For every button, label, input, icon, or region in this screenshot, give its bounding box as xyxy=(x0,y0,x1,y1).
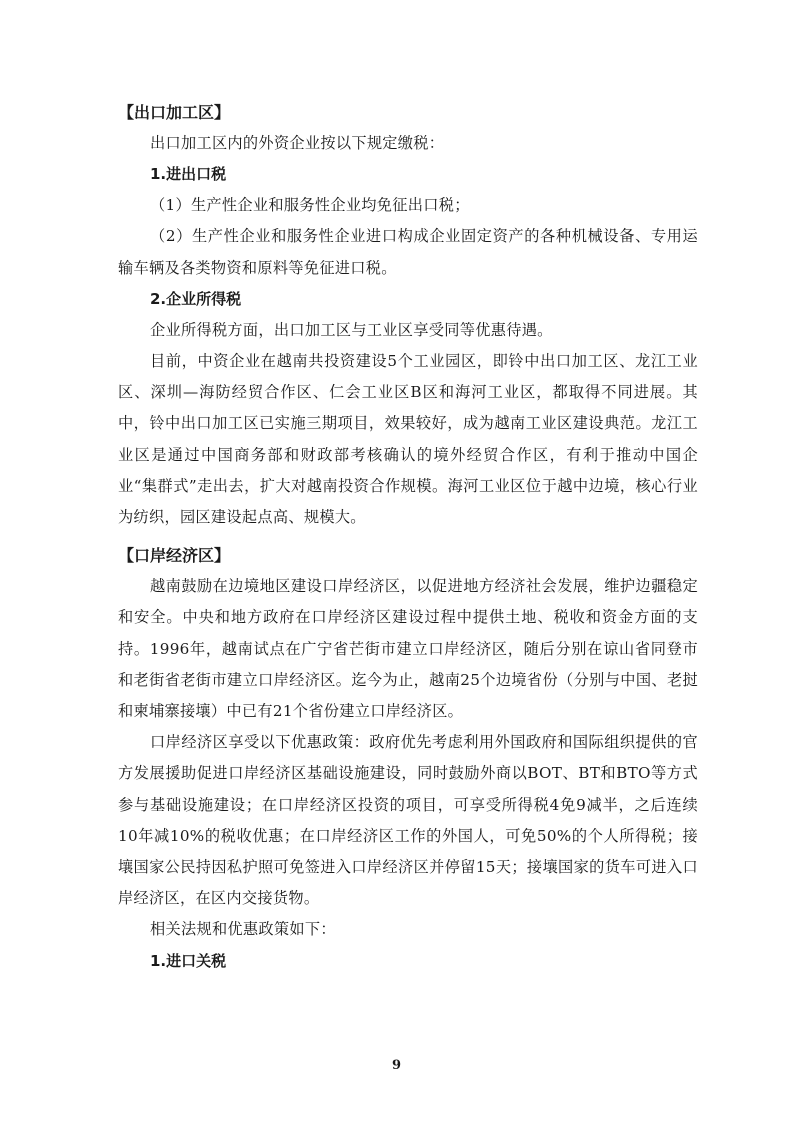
page-number: 9 xyxy=(391,1058,402,1073)
industrial-parks-status-paragraph: 目前，中资企业在越南共投资建设5个工业园区，即铃中出口加工区、龙江工业区、深圳—海防经贸合作区、仁会工业区B区和海河工业区，都取得不同进展。其中，铃中出口加工区已实施三期项目，效果较好，成为越南工业区建设典范。龙江工业区是通过中国商务部和财政部考核确认的境外经贸合作区，有利于推动中国企业“集群式”走出去，扩大对越南投资合作规模。海河工业区位于越中边境，核心行业为纺织，园区建设起点高、规模大。 xyxy=(118,352,698,527)
income-tax-paragraph: 企业所得税方面，出口加工区与工业区享受同等优惠待遇。 xyxy=(150,320,553,339)
subheading-import-tariff: 1.进口关税 xyxy=(150,951,227,970)
section-heading-border-economic-zone: 【口岸经济区】 xyxy=(118,546,231,566)
list-item-import-tax-exemption: （2）生产性企业和服务性企业进口构成企业固定资产的各种机械设备、专用运输车辆及各类物资和原料等免征进口税。 xyxy=(118,227,698,277)
document-body xyxy=(118,98,698,977)
section-gap xyxy=(118,533,698,541)
regulations-intro-paragraph: 相关法规和优惠政策如下： xyxy=(150,920,336,939)
section-heading-export-processing-zone: 【出口加工区】 xyxy=(118,103,231,122)
subheading-import-export-tax: 1.进出口税 xyxy=(150,165,227,184)
list-item-export-tax-exemption: （1）生产性企业和服务性企业均免征出口税； xyxy=(150,196,470,215)
section-intro-paragraph: 出口加工区内的外资企业按以下规定缴税： xyxy=(150,134,445,152)
border-zone-policies-paragraph: 口岸经济区享受以下优惠政策：政府优先考虑利用外国政府和国际组织提供的官方发展援助促进口岸经济区基础设施建设，同时鼓励外商以BOT、BT和BTO等方式参与基础设施建设；在口岸经济区投资的项目，可享受所得税4免9减半，之后连续10年减10%的税收优惠；在口岸经济区工作的外国人，可免50%的个人所得税；接壤国家公民持因私护照可免签进入口岸经济区并停留15天；接壤国家的货车可进入口岸经济区，在区内交接货物。 xyxy=(118,733,698,908)
border-zone-overview-paragraph: 越南鼓励在边境地区建设口岸经济区，以促进地方经济社会发展，维护边疆稳定和安全。中央和地方政府在口岸经济区建设过程中提供土地、税收和资金方面的支持。1996年，越南试点在广宁省芒街市建立口岸经济区，随后分别在谅山省同登市和老街省老街市建立口岸经济区。迄今为止，越南25个边境省份（分别与中国、老挝和柬埔寨接壤）中已有21个省份建立口岸经济区。 xyxy=(118,577,698,721)
subheading-corporate-income-tax: 2.企业所得税 xyxy=(150,289,242,308)
